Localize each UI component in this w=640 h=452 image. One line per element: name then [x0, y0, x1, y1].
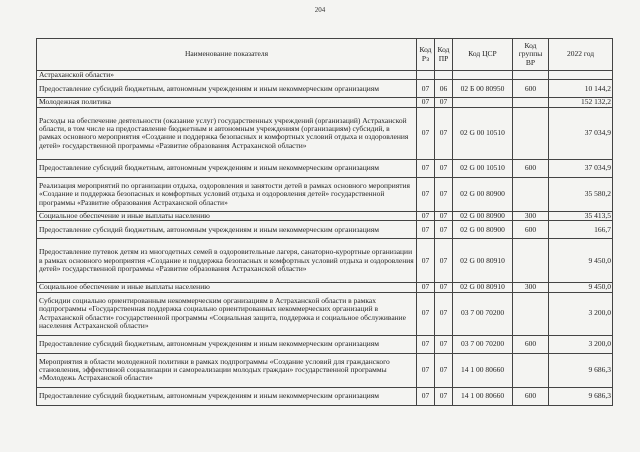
row-pr: 07: [435, 177, 453, 211]
row-amount: 37 034,9: [549, 159, 613, 177]
row-pr: 07: [435, 107, 453, 159]
row-csr: 02 G 00 80900: [453, 211, 513, 220]
header-vr: Код группы ВР: [513, 39, 549, 71]
row-amount: 3 200,0: [549, 335, 613, 353]
row-vr: [513, 239, 549, 283]
row-pr: 06: [435, 80, 453, 98]
row-rz: 07: [417, 353, 435, 387]
row-amount: 9 686,3: [549, 353, 613, 387]
row-vr: 600: [513, 159, 549, 177]
table-row: [37, 239, 613, 283]
row-amount: 152 132,2: [549, 98, 613, 107]
row-name: Социальное обеспечение и иные выплаты населению: [37, 211, 417, 220]
row-vr: 300: [513, 283, 549, 292]
row-csr: 02 Б 00 80950: [453, 80, 513, 98]
table-row: [37, 221, 613, 239]
row-vr: 300: [513, 211, 549, 220]
row-name: Субсидии социально ориентированным некоммерческим организациям в Астраханской области в рамках подпрограммы «Государственная поддержка социально ориентированных некоммерческих организаций в Астраханской области» государственной программы «Социальная защита, поддержка и социальное обслуживание населения Астраханской области»: [37, 292, 417, 335]
row-pr: 07: [435, 283, 453, 292]
row-amount: 37 034,9: [549, 107, 613, 159]
row-name: Предоставление субсидий бюджетным, автономным учреждениям и иным некоммерческим организациям: [37, 221, 417, 239]
row-name: Предоставление субсидий бюджетным, автономным учреждениям и иным некоммерческим организациям: [37, 387, 417, 405]
row-name: Предоставление субсидий бюджетным, автономным учреждениям и иным некоммерческим организациям: [37, 335, 417, 353]
row-csr: 02 G 00 80900: [453, 221, 513, 239]
row-amount: 9 686,3: [549, 387, 613, 405]
row-csr: 14 1 00 80660: [453, 387, 513, 405]
table-row: [37, 107, 613, 159]
row-rz: 07: [417, 283, 435, 292]
row-rz: [417, 71, 435, 80]
row-csr: 03 7 00 70200: [453, 335, 513, 353]
table-row: [37, 292, 613, 335]
table-row: [37, 211, 613, 220]
row-pr: 07: [435, 239, 453, 283]
header-rz: Код Рз: [417, 39, 435, 71]
row-name: Мероприятия в области молодежной политики в рамках подпрограммы «Создание условий для гражданского становления, эффективной социализации и самореализации молодых граждан» государственной программы «Молодежь Астраханской области»: [37, 353, 417, 387]
row-rz: 07: [417, 211, 435, 220]
row-amount: 9 450,0: [549, 239, 613, 283]
row-amount: 10 144,2: [549, 80, 613, 98]
row-csr: 02 G 00 80910: [453, 239, 513, 283]
table-row: [37, 177, 613, 211]
row-rz: 07: [417, 159, 435, 177]
header-csr: Код ЦСР: [453, 39, 513, 71]
row-amount: [549, 71, 613, 80]
row-csr: 02 G 00 80900: [453, 177, 513, 211]
row-pr: 07: [435, 221, 453, 239]
table-row: [37, 71, 613, 80]
row-name: Предоставление субсидий бюджетным, автономным учреждениям и иным некоммерческим организациям: [37, 159, 417, 177]
header-year: 2022 год: [549, 39, 613, 71]
row-amount: 35 580,2: [549, 177, 613, 211]
row-vr: 600: [513, 387, 549, 405]
row-csr: [453, 71, 513, 80]
row-csr: 02 G 00 80910: [453, 283, 513, 292]
page-number: 204: [314, 6, 326, 14]
row-vr: 600: [513, 80, 549, 98]
row-vr: [513, 292, 549, 335]
row-vr: 600: [513, 335, 549, 353]
row-pr: 07: [435, 387, 453, 405]
row-name: Предоставление субсидий бюджетным, автономным учреждениям и иным некоммерческим организациям: [37, 80, 417, 98]
row-vr: [513, 353, 549, 387]
table-row: [37, 159, 613, 177]
header-pr: Код ПР: [435, 39, 453, 71]
table-header-row: [37, 39, 613, 71]
row-rz: 07: [417, 239, 435, 283]
table-row: [37, 353, 613, 387]
row-rz: 07: [417, 387, 435, 405]
row-rz: 07: [417, 292, 435, 335]
row-csr: 03 7 00 70200: [453, 292, 513, 335]
row-name: Социальное обеспечение и иные выплаты населению: [37, 283, 417, 292]
table-body: [37, 71, 613, 406]
row-pr: 07: [435, 292, 453, 335]
row-pr: [435, 71, 453, 80]
table-row: [37, 335, 613, 353]
row-amount: 35 413,5: [549, 211, 613, 220]
row-pr: 07: [435, 159, 453, 177]
table-row: [37, 98, 613, 107]
row-vr: [513, 71, 549, 80]
row-pr: 07: [435, 353, 453, 387]
row-csr: 02 G 00 10510: [453, 107, 513, 159]
row-pr: 07: [435, 335, 453, 353]
row-name: Расходы на обеспечение деятельности (оказание услуг) государственных учреждений (организаций) Астраханской области, в том числе на предоставление бюджетным и автономным учреждениям (организациям) субсидий, в рамках основного мероприятия «Создание и поддержка безопасных и комфортных условий отдыха и оздоровления детей» государственной программы «Развитие образования Астраханской области»: [37, 107, 417, 159]
row-vr: [513, 107, 549, 159]
row-vr: 600: [513, 221, 549, 239]
header-name: Наименование показателя: [37, 39, 417, 71]
row-amount: 9 450,0: [549, 283, 613, 292]
row-csr: 14 1 00 80660: [453, 353, 513, 387]
row-rz: 07: [417, 80, 435, 98]
row-pr: 07: [435, 211, 453, 220]
row-amount: 166,7: [549, 221, 613, 239]
table-row: [37, 283, 613, 292]
row-name: Предоставление путевок детям из многодетных семей в оздоровительные лагеря, санаторно-курортные организации в рамках основного мероприятия «Создание и поддержка безопасных и комфортных условий отдыха и оздоровления детей» государственной программы «Развитие образования Астраханской области»: [37, 239, 417, 283]
row-vr: [513, 98, 549, 107]
table-row: [37, 387, 613, 405]
row-rz: 07: [417, 98, 435, 107]
table-row: [37, 80, 613, 98]
row-csr: 02 G 00 10510: [453, 159, 513, 177]
row-amount: 3 200,0: [549, 292, 613, 335]
row-name: Реализация мероприятий по организации отдыха, оздоровления и занятости детей в рамках основного мероприятия «Создание и поддержка безопасных и комфортных условий отдыха и оздоровления детей» государственной программы «Развитие образования Астраханской области»: [37, 177, 417, 211]
row-rz: 07: [417, 177, 435, 211]
row-pr: 07: [435, 98, 453, 107]
budget-table: [36, 38, 613, 406]
row-vr: [513, 177, 549, 211]
row-csr: [453, 98, 513, 107]
row-rz: 07: [417, 335, 435, 353]
row-name: Молодежная политика: [37, 98, 417, 107]
row-name: Астраханской области»: [37, 71, 417, 80]
row-rz: 07: [417, 221, 435, 239]
row-rz: 07: [417, 107, 435, 159]
